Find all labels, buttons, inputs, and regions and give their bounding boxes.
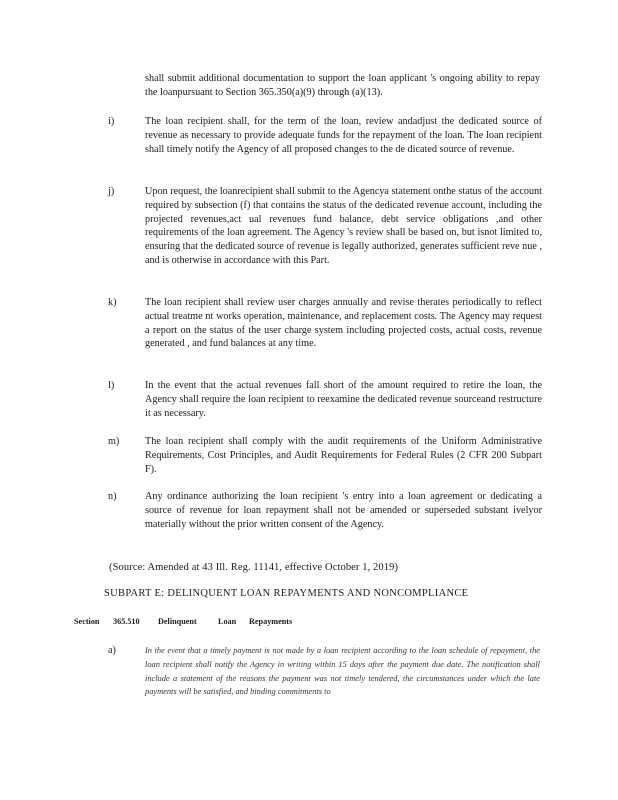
source-note: (Source: Amended at 43 Ill. Reg. 11141, effective October 1, 2019)	[109, 562, 399, 573]
item-label: n)	[108, 491, 117, 502]
section-title-word: Repayments	[249, 617, 293, 626]
subsection-label: a)	[108, 645, 116, 656]
item-text: Upon request, the loanrecipient shall submit to the Agencya statement onthe status of the account required by subsection (f) that contains the status of the dedicated revenue account, including the projected revenues,act ual revenues fund balance, debt service obligations ,and other requirements of the loan agreement. The Agency 's review shall be based on, but isnot limited to, ensuring that the dedicated source of revenue is legally authorized, generates sufficient reve nue , and is otherwise in accordance with this Part.	[145, 186, 542, 266]
item-label: l)	[108, 380, 115, 391]
item-text: The loan recipient shall, for the term of the loan, review andadjust the dedicated source of revenue as necessary to provide adequate funds for the repayment of the loan. The loan recipient shall timely notify the Agency of all proposed changes to the de dicated source of revenue.	[145, 116, 542, 155]
section-title-word: Delinquent	[158, 617, 197, 626]
subpart-heading: SUBPART E: DELINQUENT LOAN REPAYMENTS AND NONCOMPLIANCE	[104, 588, 469, 599]
item-text: In the event that the actual revenues fall short of the amount required to retire the loan, the Agency shall require the loan recipient to reexamine the dedicated revenue sourceand restructure it as necessary.	[145, 380, 542, 419]
section-number: 365.510	[113, 617, 140, 626]
continuation-paragraph: shall submit additional documentation to support the loan applicant 's ongoing ability to repay the loanpursuant to Section 365.350(a)(9) through (a)(13).	[145, 73, 540, 98]
item-label: i)	[108, 116, 115, 127]
item-label: m)	[108, 436, 120, 447]
item-label: j)	[108, 186, 115, 197]
subsection-text: In the event that a timely payment is not made by a loan recipient according to the loan schedule of repayment, the loan recipient shall notify the Agency in writing within 15 days after the payment due date. The notification shall include a statement of the reasons the payment was not timely tendered, the circumstances under which the late payments will be satisfied, and binding commitments to	[145, 646, 540, 697]
section-word: Section	[74, 617, 100, 626]
section-title-word: Loan	[218, 617, 237, 626]
item-text: Any ordinance authorizing the loan recipient 's entry into a loan agreement or dedicating a source of revenue for loan repayment shall not be amended or superseded substant ivelyor materially without the prior written consent of the Agency.	[145, 491, 542, 530]
item-text: The loan recipient shall comply with the audit requirements of the Uniform Administrative Requirements, Cost Principles, and Audit Requirements for Federal Rules (2 CFR 200 Subpart F).	[145, 436, 542, 475]
item-text: The loan recipient shall review user charges annually and revise therates periodically to reflect actual treatme nt works operation, maintenance, and replacement costs. The Agency may request a report on the status of the user charge system including projected costs, actual costs, revenue generated , and fund balances at any time.	[145, 297, 542, 350]
item-label: k)	[108, 297, 117, 308]
